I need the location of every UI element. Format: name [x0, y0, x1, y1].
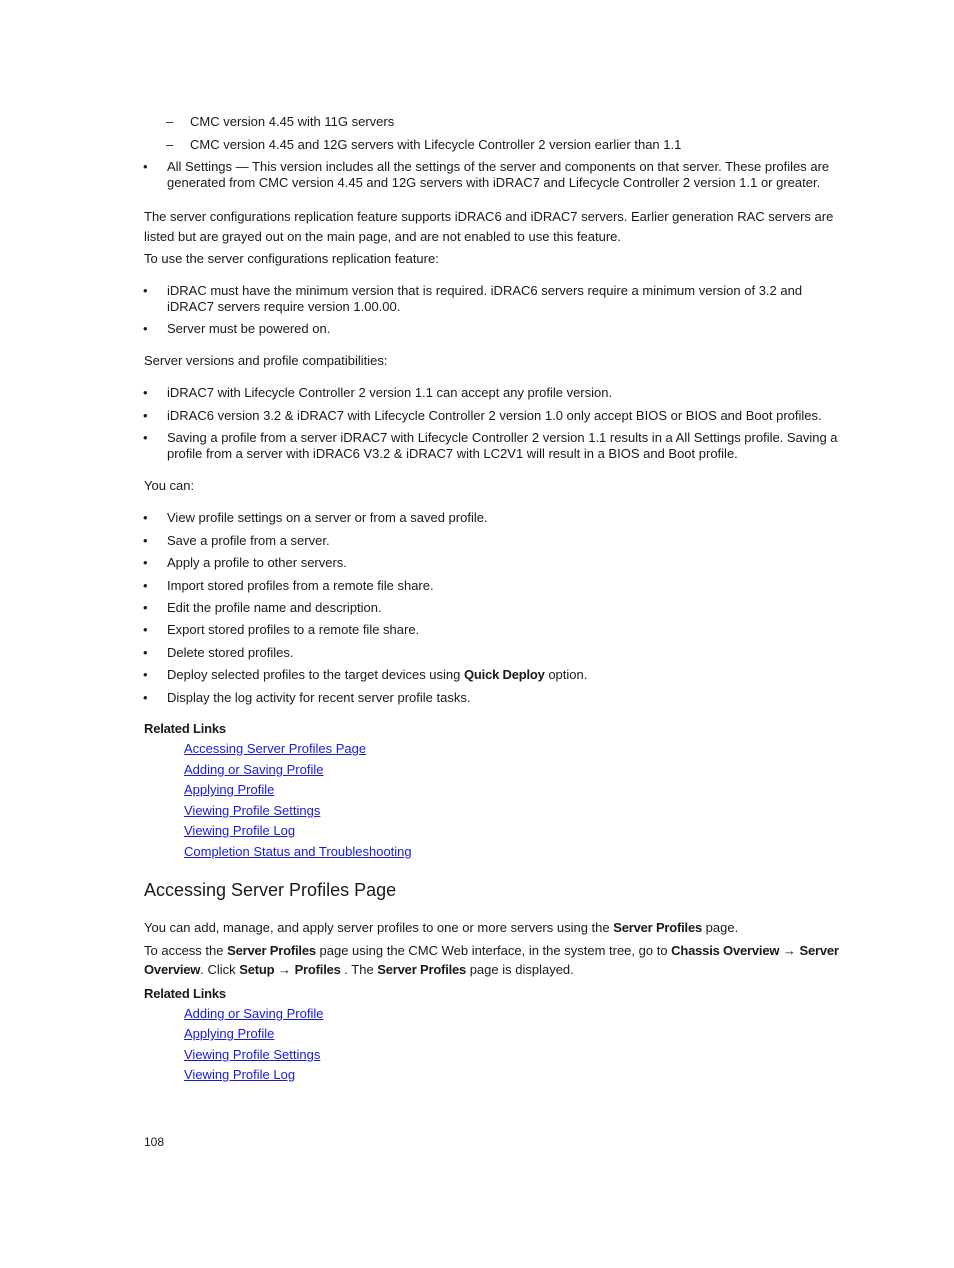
- dash-item: CMC version 4.45 with 11G servers: [190, 114, 395, 129]
- bullet-marker: •: [143, 533, 148, 548]
- bullet-marker: •: [143, 430, 148, 445]
- paragraph-access-line-2: Overview. Click Setup → Profiles . The Server Profiles page is displayed.: [144, 962, 574, 977]
- bullet-capability: Display the log activity for recent server profile tasks.: [167, 690, 471, 705]
- bullet-marker: •: [143, 321, 148, 336]
- dash-marker: –: [166, 137, 174, 152]
- bullet-requirement: Server must be powered on.: [167, 321, 331, 336]
- bullet-marker: •: [143, 159, 148, 174]
- bullet-capability: Edit the profile name and description.: [167, 600, 382, 615]
- bullet-compat: iDRAC6 version 3.2 & iDRAC7 with Lifecycle Controller 2 version 1.0 only accept BIOS or BIOS and Boot profiles.: [167, 408, 822, 423]
- link-applying-profile[interactable]: Applying Profile: [184, 782, 275, 797]
- paragraph-versions: Server versions and profile compatibilities:: [144, 353, 388, 368]
- bullet-marker: •: [143, 555, 148, 570]
- bullet-marker: •: [143, 645, 148, 660]
- paragraph-to-use: To use the server configurations replication feature:: [144, 251, 439, 266]
- link-viewing-profile-log[interactable]: Viewing Profile Log: [184, 1067, 296, 1082]
- paragraph-add-manage: You can add, manage, and apply server profiles to one or more servers using the Server Profiles page.: [144, 920, 739, 935]
- bullet-capability: View profile settings on a server or from a saved profile.: [167, 510, 488, 525]
- link-adding-or-saving-profile[interactable]: Adding or Saving Profile: [184, 762, 324, 777]
- bullet-capability: Apply a profile to other servers.: [167, 555, 347, 570]
- dash-marker: –: [166, 114, 174, 129]
- link-completion-status[interactable]: Completion Status and Troubleshooting: [184, 844, 412, 859]
- bullet-marker: •: [143, 578, 148, 593]
- bullet-marker: •: [143, 385, 148, 400]
- bullet-quick-deploy: Deploy selected profiles to the target devices using Quick Deploy option.: [167, 667, 588, 682]
- bullet-marker: •: [143, 690, 148, 705]
- bullet-compat: Saving a profile from a server iDRAC7 with Lifecycle Controller 2 version 1.1 results in a All Settings profile. Saving a profile from a server with iDRAC6 V3.2 & iDRAC7 with LC2V1 will result in a BIOS and Boot profile.: [167, 430, 838, 461]
- paragraph-access-line-1: To access the Server Profiles page using the CMC Web interface, in the system tree, go to Chassis Overview → Server: [144, 943, 839, 958]
- bullet-requirement: iDRAC must have the minimum version that is required. iDRAC6 servers require a minimum version of 3.2 and iDRAC7 servers require version 1.00.00.: [167, 283, 803, 314]
- bullet-capability: Export stored profiles to a remote file share.: [167, 622, 420, 637]
- bullet-marker: •: [143, 667, 148, 682]
- paragraph-you-can: You can:: [144, 478, 195, 493]
- bullet-all-settings: All Settings — This version includes all the settings of the server and components on that server. These profiles are generated from CMC version 4.45 and 12G servers with iDRAC7 and Lifecycle Controller 2 version 1.1 or greater.: [167, 159, 830, 190]
- link-applying-profile[interactable]: Applying Profile: [184, 1026, 275, 1041]
- bullet-marker: •: [143, 600, 148, 615]
- page-number: 108: [144, 1135, 165, 1149]
- link-viewing-profile-log[interactable]: Viewing Profile Log: [184, 823, 296, 838]
- paragraph-replication: The server configurations replication feature supports iDRAC6 and iDRAC7 servers. Earlier generation RAC servers are listed but are grayed out on the main page, and are not enabled to use this feature.: [144, 209, 834, 244]
- bullet-compat: iDRAC7 with Lifecycle Controller 2 version 1.1 can accept any profile version.: [167, 385, 613, 400]
- bullet-capability: Import stored profiles from a remote file share.: [167, 578, 434, 593]
- link-viewing-profile-settings[interactable]: Viewing Profile Settings: [184, 803, 321, 818]
- section-heading: Accessing Server Profiles Page: [144, 880, 397, 900]
- bullet-capability: Delete stored profiles.: [167, 645, 294, 660]
- bullet-capability: Save a profile from a server.: [167, 533, 330, 548]
- link-adding-or-saving-profile[interactable]: Adding or Saving Profile: [184, 1006, 324, 1021]
- bullet-marker: •: [143, 283, 148, 298]
- dash-item: CMC version 4.45 and 12G servers with Lifecycle Controller 2 version earlier than 1.1: [190, 137, 682, 152]
- quick-deploy-term: Quick Deploy: [464, 667, 545, 682]
- link-accessing-server-profiles-page[interactable]: Accessing Server Profiles Page: [184, 741, 367, 756]
- bullet-marker: •: [143, 622, 148, 637]
- link-viewing-profile-settings[interactable]: Viewing Profile Settings: [184, 1047, 321, 1062]
- related-links-title: Related Links: [144, 721, 226, 736]
- bullet-marker: •: [143, 408, 148, 423]
- related-links-title: Related Links: [144, 986, 226, 1001]
- bullet-marker: •: [143, 510, 148, 525]
